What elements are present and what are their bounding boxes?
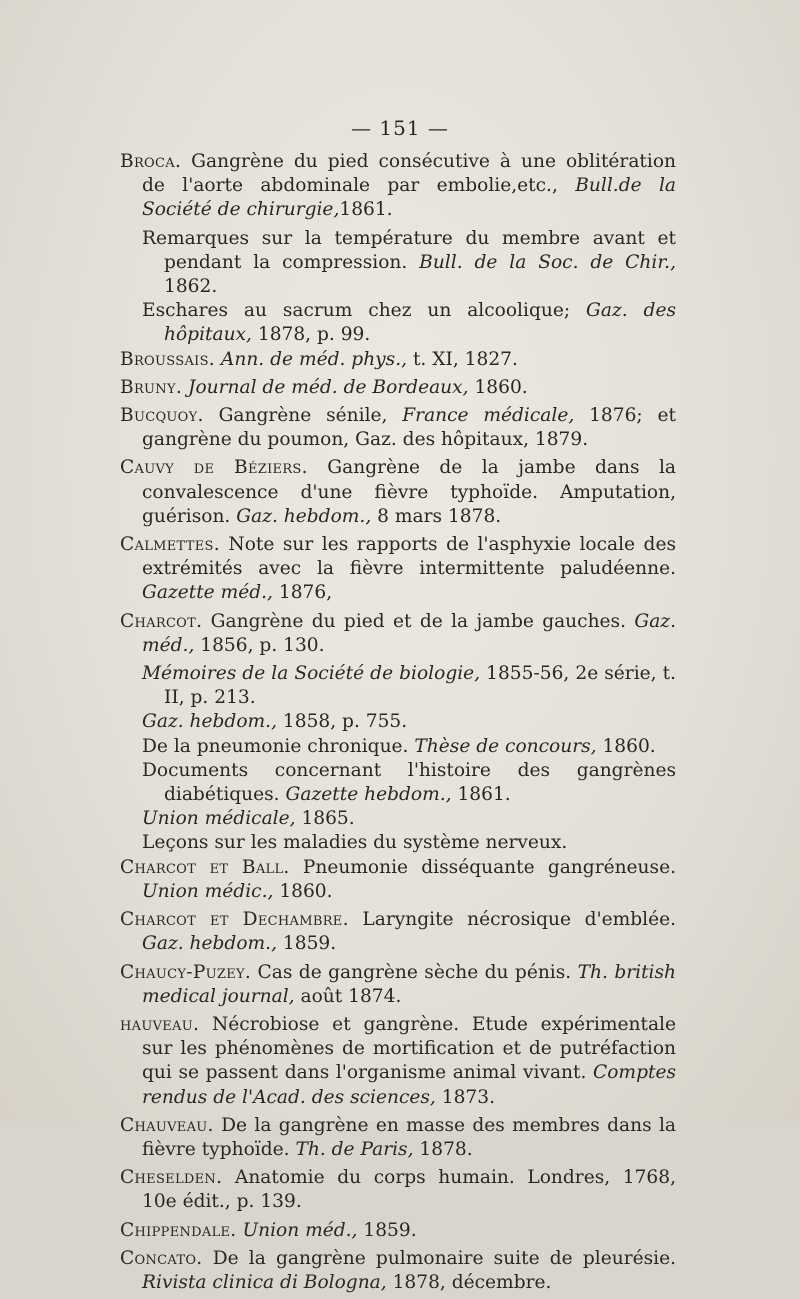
bibliography-entry bbox=[120, 961, 676, 1009]
subentry-text: De la pneumonie chronique. bbox=[142, 735, 415, 757]
entry-text: Cas de gangrène sèche du pénis. bbox=[251, 961, 578, 983]
page-number: — 151 — bbox=[351, 116, 449, 140]
subentry-tail: 1860. bbox=[596, 735, 656, 757]
bibliography-entry bbox=[120, 1247, 676, 1295]
entry-journal: Gaz. hebdom., bbox=[142, 933, 277, 955]
entry-journal: Th. british medical journal, bbox=[142, 961, 677, 1007]
subentry-tail: 1858, p. 755. bbox=[277, 711, 408, 733]
entry-journal: Bull.de la Société de chirurgie, bbox=[142, 175, 676, 221]
entry-journal: Union médic., bbox=[142, 880, 274, 902]
bibliography-subentry bbox=[142, 831, 676, 855]
entry-tail: 1873. bbox=[435, 1086, 495, 1108]
subentry-text: Remarques sur la température du membre avant et pendant la compression. bbox=[142, 227, 676, 273]
entry-text: De la gangrène en masse des membres dans la fièvre typhoïde. bbox=[142, 1114, 676, 1160]
entry-text: De la gangrène pulmonaire suite de pleurésie. bbox=[202, 1247, 676, 1269]
entry-text: Note sur les rapports de l'asphyxie locale des extrémités avec la fièvre intermittente paludéenne. bbox=[142, 534, 676, 580]
entry-author: Calmettes. bbox=[120, 534, 220, 556]
bibliography-entry bbox=[120, 1013, 676, 1110]
entry-text: Anatomie du corps humain. Londres, 1768, 10e édit., p. 139. bbox=[142, 1167, 676, 1213]
bibliography-entry bbox=[120, 533, 676, 606]
bibliography-entry bbox=[120, 376, 676, 400]
entry-text: Nécrobiose et gangrène. Etude expérimentale sur les phénomènes de mortification et de putréfaction qui se passent dans l'organisme animal vivant. bbox=[142, 1013, 676, 1084]
bibliography-subentry bbox=[142, 735, 676, 759]
entry-author: Chippendale. bbox=[120, 1219, 237, 1241]
bibliography-entry bbox=[120, 1219, 676, 1243]
entry-journal: Union méd., bbox=[242, 1219, 358, 1241]
entry-text: Gangrène du pied et de la jambe gauches. bbox=[202, 610, 635, 632]
entry-journal: Rivista clinica di Bologna, bbox=[142, 1271, 387, 1293]
subentry-journal: Gazette hebdom., bbox=[285, 784, 452, 806]
bibliography-entry bbox=[120, 150, 676, 223]
bibliography-subentry bbox=[142, 710, 676, 734]
subentry-journal: Gaz. hebdom., bbox=[142, 711, 277, 733]
entry-author: Bruny. bbox=[120, 376, 183, 398]
entry-tail: 1878. bbox=[413, 1138, 473, 1160]
entry-tail: 1876; et gangrène du poumon, Gaz. des hôpitaux, 1879. bbox=[142, 405, 676, 451]
entry-journal: Journal de méd. de Bordeaux, bbox=[188, 376, 469, 398]
entry-author: Charcot. bbox=[120, 610, 203, 632]
entry-journal: France médicale, bbox=[402, 405, 575, 427]
entry-tail: 1876, bbox=[272, 582, 333, 604]
bibliography-subentry bbox=[142, 662, 676, 710]
bibliography-subentry bbox=[142, 759, 676, 807]
entry-author: Broussais. bbox=[120, 348, 215, 370]
bibliography-entry bbox=[120, 908, 676, 956]
bibliography-entry bbox=[120, 856, 676, 904]
subentry-tail: 1865. bbox=[295, 808, 355, 830]
entry-journal: Comptes rendus de l'Acad. des sciences, bbox=[142, 1062, 676, 1108]
entry-author: Charcot et Ball. bbox=[120, 856, 290, 878]
entry-tail: 1859. bbox=[277, 933, 337, 955]
entry-text: Gangrène de la jambe dans la convalescence d'une fièvre typhoïde. Amputation, guérison. bbox=[142, 457, 676, 527]
entry-journal: Th. de Paris, bbox=[295, 1138, 414, 1160]
subentry-tail: 1862. bbox=[164, 276, 218, 298]
entry-author: Chauveau. bbox=[120, 1114, 214, 1136]
entry-text: Pneumonie disséquante gangréneuse. bbox=[289, 856, 676, 878]
subentry-text: Leçons sur les maladies du système nerveux. bbox=[142, 832, 568, 854]
entry-author: Concato. bbox=[120, 1247, 203, 1269]
subentry-journal: Thèse de concours, bbox=[414, 735, 597, 757]
subentry-journal: Bull. de la Soc. de Chir., bbox=[419, 251, 676, 273]
subentry-text: Eschares au sacrum chez un alcoolique; bbox=[142, 300, 586, 322]
bibliography-subentry bbox=[142, 807, 676, 831]
bibliography-entry bbox=[120, 1166, 676, 1214]
entry-tail: 1859. bbox=[357, 1219, 417, 1241]
bibliography-list bbox=[120, 150, 676, 1299]
entry-journal: Ann. de méd. phys., bbox=[220, 348, 408, 370]
subentry-journal: Gaz. des hôpitaux, bbox=[164, 300, 676, 346]
entry-tail: 1878, décembre. bbox=[386, 1271, 552, 1293]
entry-tail: 1856, p. 130. bbox=[194, 634, 325, 656]
entry-author: Broca. bbox=[120, 151, 182, 172]
subentry-journal: Mémoires de la Société de biologie, bbox=[142, 663, 481, 685]
subentry-journal: Union médicale, bbox=[142, 808, 296, 830]
entry-tail: 1860. bbox=[468, 376, 528, 398]
subentry-tail: 1861. bbox=[451, 784, 511, 806]
entry-tail: 1860. bbox=[273, 880, 333, 902]
bibliography-subentry bbox=[142, 227, 676, 300]
entry-tail: août 1874. bbox=[294, 985, 402, 1007]
entry-text: Laryngite nécrosique d'emblée. bbox=[348, 909, 677, 931]
entry-author: Charcot et Dechambre. bbox=[120, 909, 349, 931]
entry-author: Chaucy-Puzey. bbox=[120, 961, 252, 983]
entry-author: hauveau. bbox=[120, 1013, 200, 1035]
bibliography-subentry bbox=[142, 299, 676, 347]
entry-text: Gangrène du pied consécutive à une oblitération de l'aorte abdominale par embolie,etc., bbox=[142, 151, 676, 197]
entry-author: Bucquoy. bbox=[120, 405, 204, 427]
subentry-tail: 1878, p. 99. bbox=[251, 324, 371, 346]
bibliography-entry bbox=[120, 610, 676, 658]
entry-journal: Gaz. hebdom., bbox=[236, 505, 372, 527]
entry-author: Cauvy de Béziers. bbox=[120, 457, 308, 479]
entry-text: Gangrène sénile, bbox=[203, 405, 403, 427]
entry-tail: 1861. bbox=[339, 199, 393, 221]
entry-journal: Gazette méd., bbox=[142, 582, 273, 604]
bibliography-entry bbox=[120, 404, 676, 452]
bibliography-entry bbox=[120, 348, 676, 372]
entry-tail: 8 mars 1878. bbox=[371, 505, 502, 527]
entry-tail: t. XI, 1827. bbox=[407, 348, 518, 370]
subentry-tail: 1855-56, 2e série, t. II, p. 213. bbox=[164, 663, 676, 709]
subentry-text: Documents concernant l'histoire des gangrènes diabétiques. bbox=[142, 759, 676, 806]
entry-author: Cheselden. bbox=[120, 1167, 223, 1189]
bibliography-entry bbox=[120, 456, 676, 529]
entry-journal: Gaz. méd., bbox=[142, 610, 676, 656]
